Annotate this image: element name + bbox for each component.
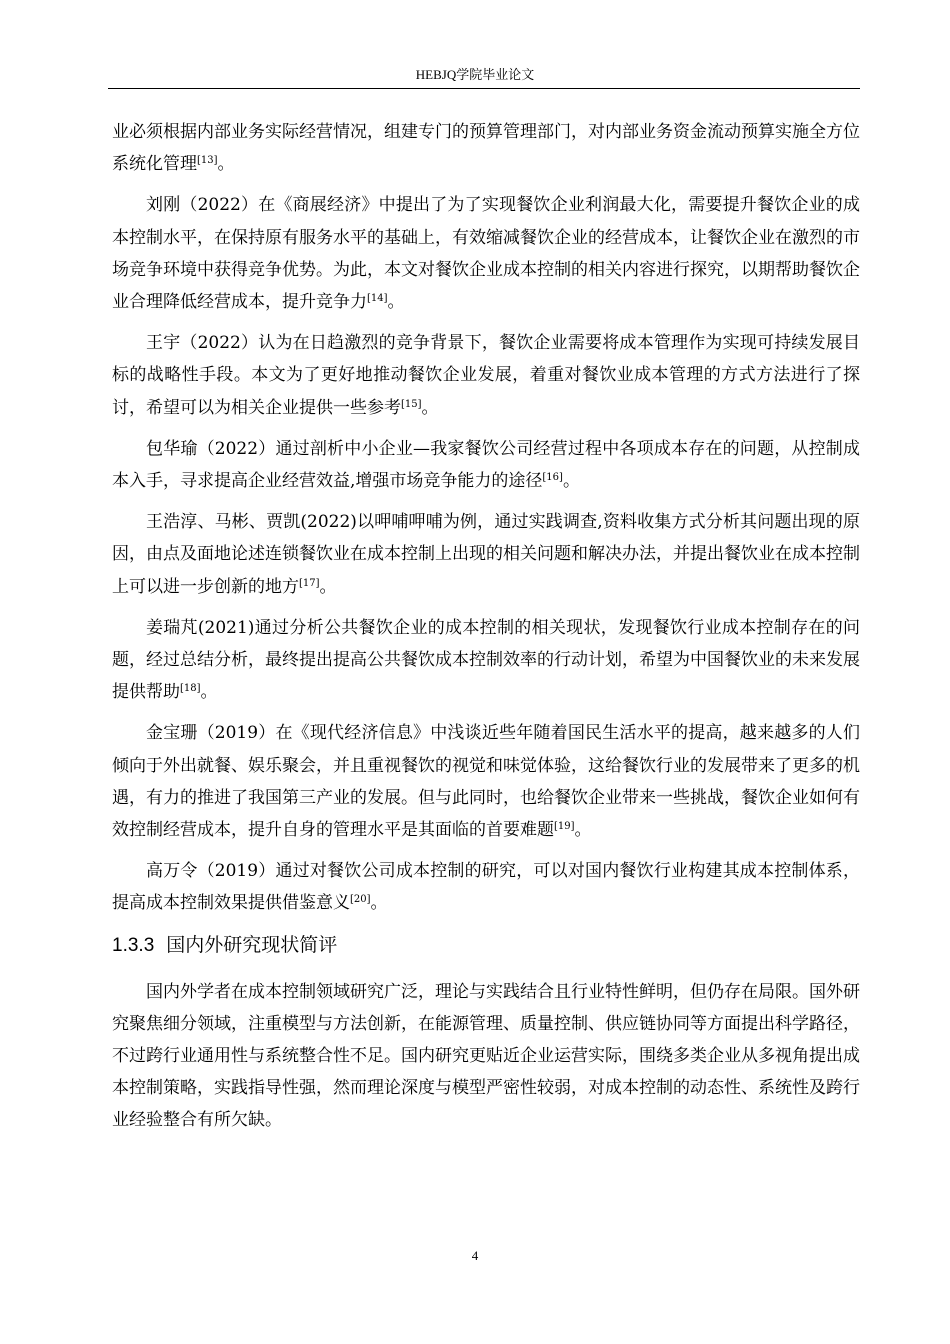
citation-ref: [19] (554, 821, 575, 833)
review-summary-paragraphs (112, 976, 860, 1137)
body-paragraph (112, 327, 860, 424)
body-paragraph (112, 612, 860, 709)
citation-ref: [15] (401, 398, 422, 410)
paragraph-end-punctuation: 。 (574, 820, 592, 841)
citation-ref: [13] (197, 155, 218, 167)
paragraph-end-punctuation: 。 (387, 292, 405, 313)
body-paragraph (112, 116, 860, 180)
body-paragraph (112, 855, 860, 919)
paragraph-text: 业必须根据内部业务实际经营情况，组建专门的预算管理部门，对内部业务资金流动预算实施全方位系统化管理 (112, 122, 860, 175)
paragraph-text: 金宝珊（2019）在《现代经济信息》中浅谈近些年随着国民生活水平的提高，越来越多的人们倾向于外出就餐、娱乐聚会，并且重视餐饮的视觉和味觉体验，这给餐饮行业的发展带来了更多的机遇，有力的推进了我国第三产业的发展。但与此同时，也给餐饮企业带来一些挑战，餐饮企业如何有效控制经营成本，提升自身的管理水平是其面临的首要难题 (112, 723, 860, 841)
citation-ref: [16] (542, 472, 563, 484)
paragraph-text: 姜瑞芃(2021)通过分析公共餐饮企业的成本控制的相关现状，发现餐饮行业成本控制存在的问题，经过总结分析，最终提出提高公共餐饮成本控制效率的行动计划，希望为中国餐饮业的未来发展提供帮助 (112, 617, 860, 703)
page-body (112, 116, 860, 1146)
body-paragraph (112, 433, 860, 497)
citation-ref: [14] (367, 293, 388, 305)
paragraph-text: 刘刚（2022）在《商展经济》中提出了为了实现餐饮企业利润最大化，需要提升餐饮企业的成本控制水平，在保持原有服务水平的基础上，有效缩减餐饮企业的经营成本，让餐饮企业在激烈的市场竞争环境中获得竞争优势。为此，本文对餐饮企业成本控制的相关内容进行探究，以期帮助餐饮企业合理降低经营成本，提升竞争力 (112, 195, 860, 313)
body-paragraph (112, 976, 860, 1137)
header-rule (108, 88, 860, 89)
paragraph-text: 包华瑜（2022）通过剖析中小企业—我家餐饮公司经营过程中各项成本存在的问题，从控制成本入手，寻求提高企业经营效益,增强市场竞争能力的途径 (112, 438, 860, 492)
body-paragraph (112, 506, 860, 603)
citation-ref: [20] (350, 894, 371, 906)
literature-review-paragraphs (112, 116, 860, 920)
page-number: 4 (471, 1248, 479, 1263)
running-header: HEBJQ学院毕业论文 (415, 67, 535, 82)
citation-ref: [17] (299, 577, 320, 589)
section-number: 1.3.3 (112, 934, 155, 956)
paragraph-text: 王浩淳、马彬、贾凯(2022)以呷哺呷哺为例，通过实践调查,资料收集方式分析其问题出现的原因，由点及面地论述连锁餐饮业在成本控制上出现的相关问题和解决办法，并提出餐饮业在成本控制上可以进一步创新的地方 (112, 512, 860, 597)
paragraph-end-punctuation: 。 (562, 471, 580, 492)
paragraph-end-punctuation: 。 (421, 397, 439, 418)
paragraph-text: 王宇（2022）认为在日趋激烈的竞争背景下，餐饮企业需要将成本管理作为实现可持续发展目标的战略性手段。本文为了更好地推动餐饮企业发展，着重对餐饮业成本管理的方式方法进行了探讨，希望可以为相关企业提供一些参考 (112, 333, 860, 418)
paragraph-end-punctuation: 。 (217, 154, 235, 175)
section-heading (112, 929, 860, 962)
paragraph-end-punctuation: 。 (200, 682, 218, 703)
body-paragraph (112, 717, 860, 846)
section-title: 国内外研究现状简评 (166, 933, 338, 956)
paragraph-text: 高万令（2019）通过对餐饮公司成本控制的研究，可以对国内餐饮行业构建其成本控制体系，提高成本控制效果提供借鉴意义 (112, 861, 860, 914)
citation-ref: [18] (180, 683, 201, 695)
body-paragraph (112, 189, 860, 318)
paragraph-end-punctuation: 。 (370, 893, 388, 914)
paragraph-text: 国内外学者在成本控制领域研究广泛，理论与实践结合且行业特性鲜明，但仍存在局限。国外研究聚焦细分领域，注重模型与方法创新，在能源管理、质量控制、供应链协同等方面提出科学路径，不过跨行业通用性与系统整合性不足。国内研究更贴近企业运营实际，围绕多类企业从多视角提出成本控制策略，实践指导性强，然而理论深度与模型严密性较弱，对成本控制的动态性、系统性及跨行业经验整合有所欠缺。 (112, 981, 860, 1131)
paragraph-end-punctuation: 。 (319, 576, 337, 597)
